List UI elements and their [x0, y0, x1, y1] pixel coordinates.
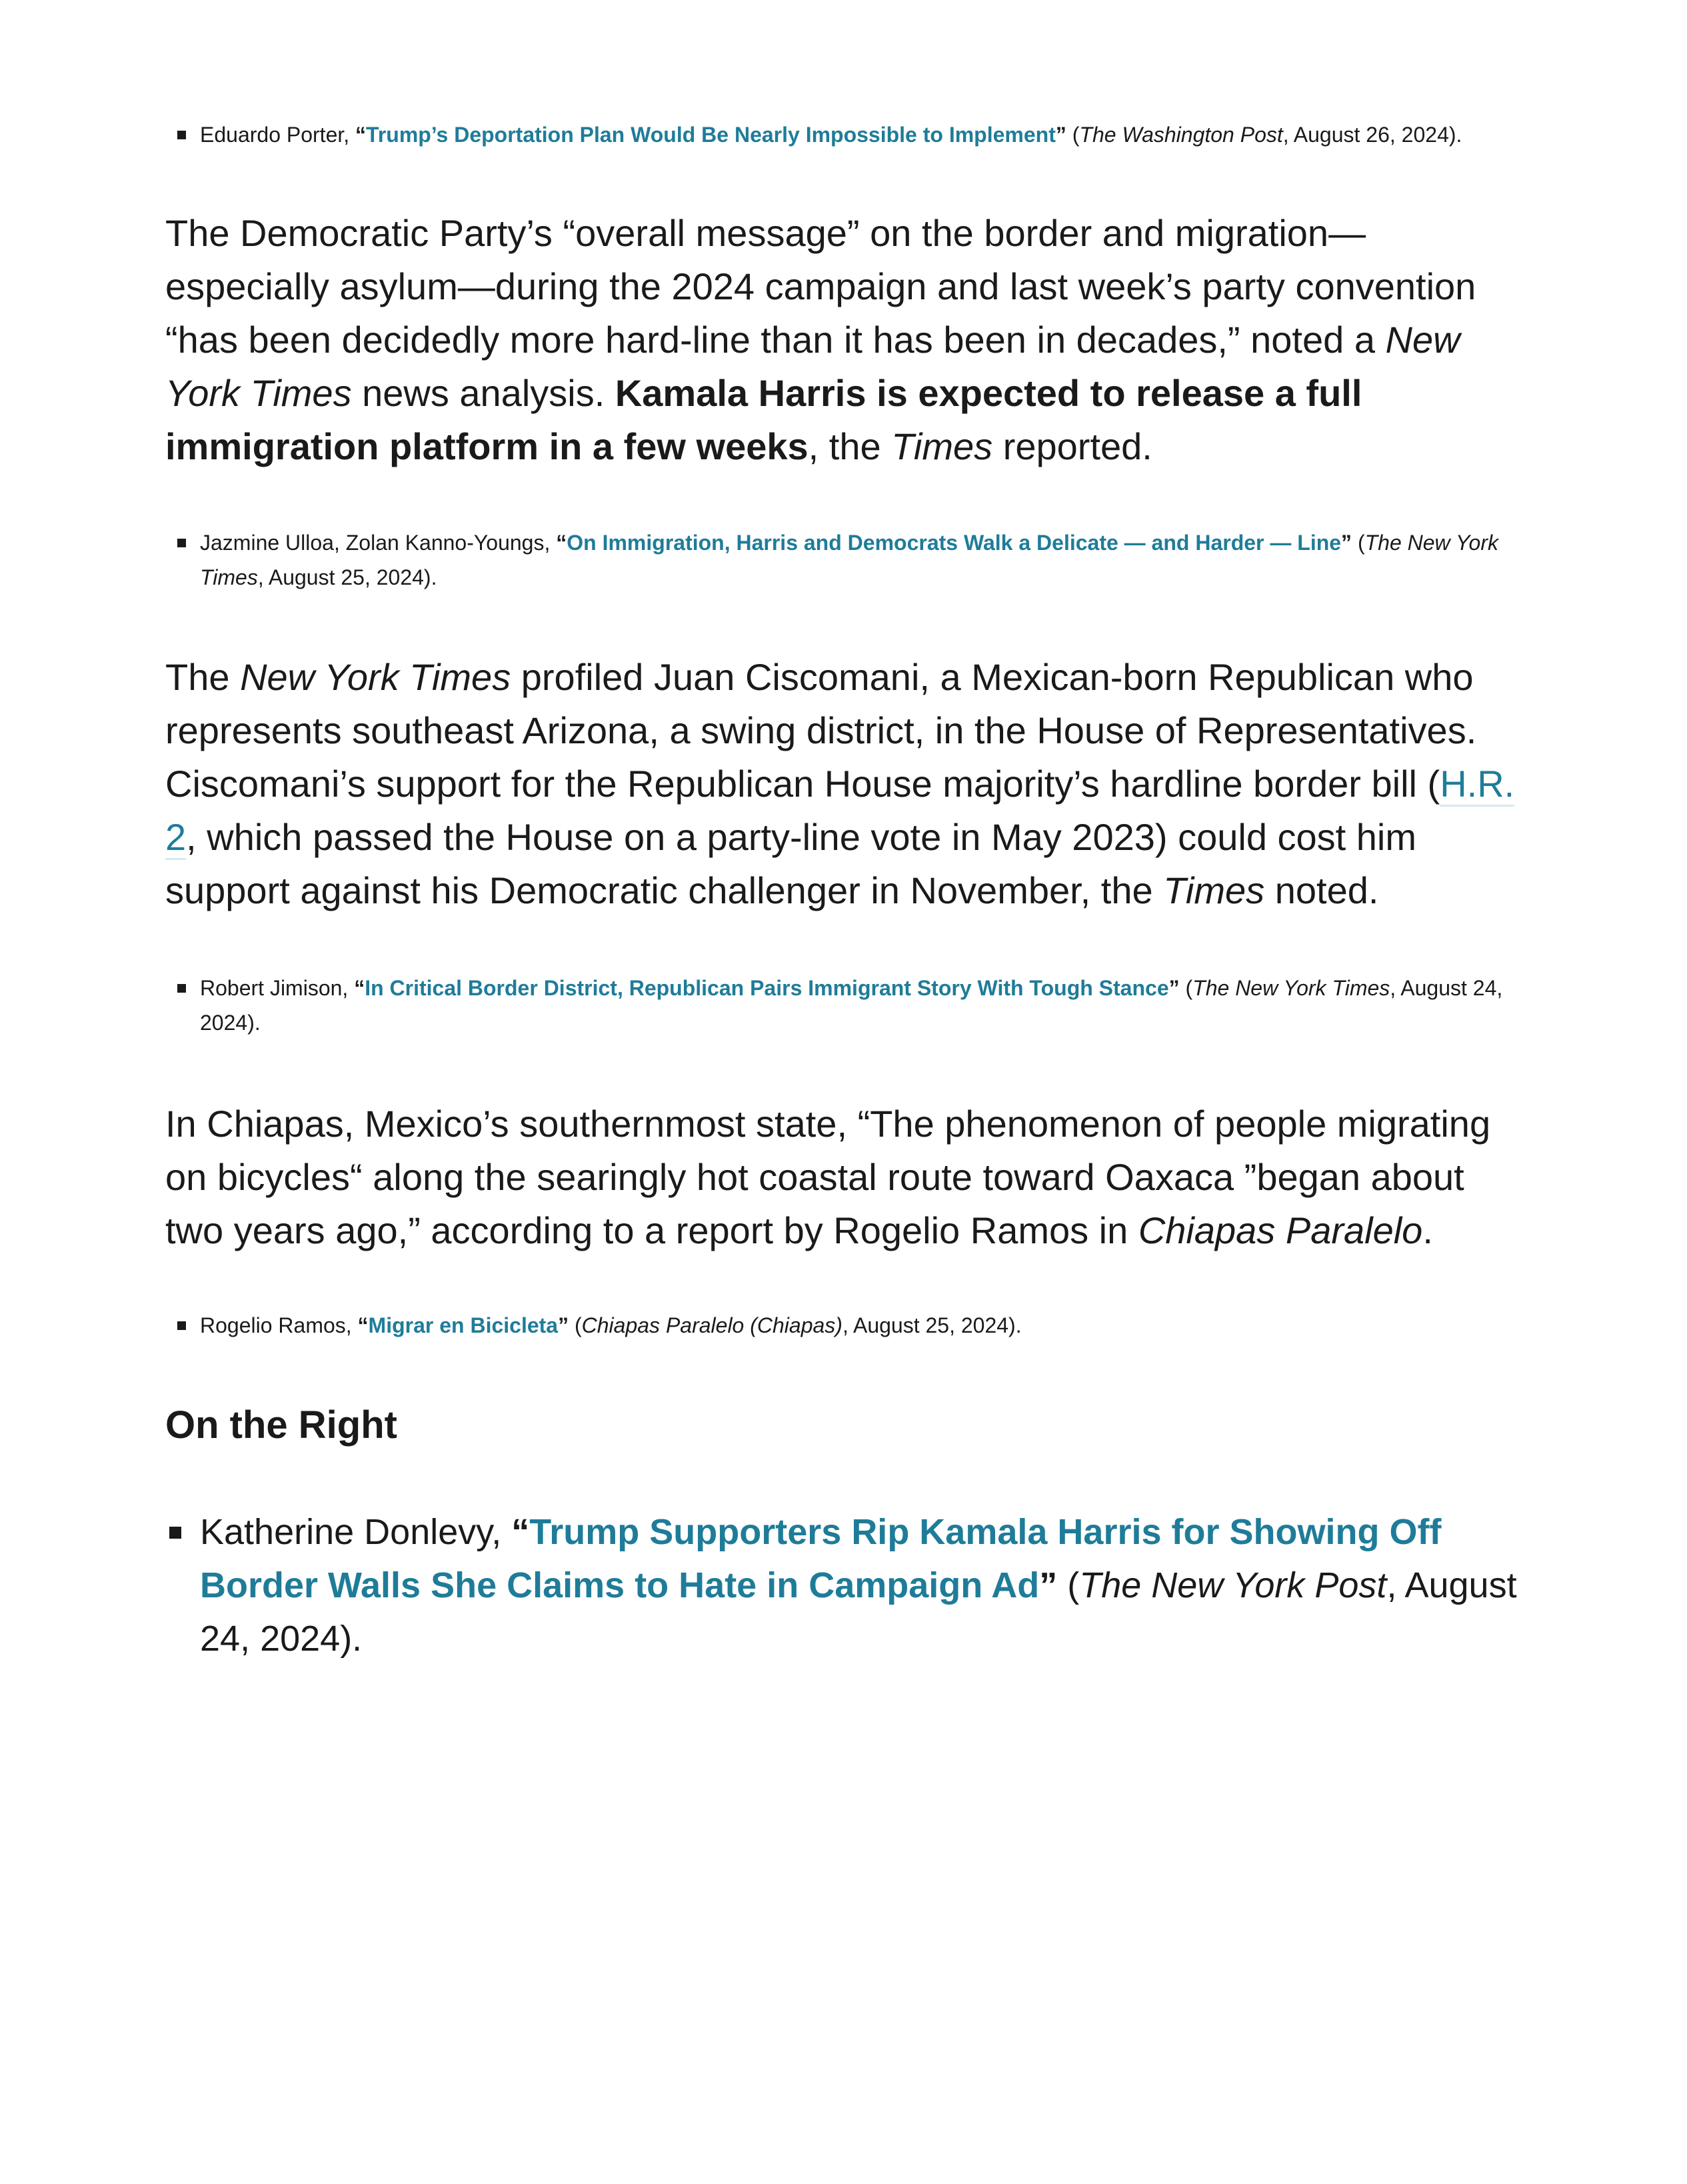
bill-link[interactable]: H.R. 2 [165, 763, 1514, 860]
source-link[interactable]: Trump Supporters Rip Kamala Harris for Showing Off Border Walls She Claims to Hate in Campaign Ad [200, 1512, 1442, 1605]
paragraph [165, 651, 1525, 917]
paragraph-italic: Times [1163, 869, 1265, 911]
source-link[interactable]: On Immigration, Harris and Democrats Walk a Delicate — and Harder — Line [567, 531, 1342, 555]
paragraph-bold: Kamala Harris is expected to release a full immigration platform in a few weeks [165, 372, 1362, 467]
source-link[interactable]: Migrar en Bicicleta [368, 1313, 559, 1337]
paragraph-text: news analysis. [351, 372, 615, 414]
source-author: Eduardo Porter, [200, 123, 356, 147]
paragraph-text: In Chiapas, Mexico’s southernmost state, “The phenomenon of people migrating on bicycles“ along the searingly hot coastal route toward Oaxaca ”began about two years ago,” according to a report by Rogelio Ramos in [165, 1103, 1491, 1251]
paragraph-text: noted. [1264, 869, 1379, 911]
source-author: Katherine Donlevy, [200, 1512, 512, 1552]
source-author: Rogelio Ramos, [200, 1313, 358, 1337]
source-date: , August 25, 2024). [257, 565, 437, 589]
paragraph-italic: New York Times [240, 656, 511, 698]
source-item: Rogelio Ramos, “Migrar en Bicicleta” (Chiapas Paralelo (Chiapas), August 25, 2024). [165, 1308, 1560, 1343]
paragraph-text: , the [808, 425, 892, 467]
bullet-icon [177, 1321, 186, 1330]
source-date: , August 25, 2024). [842, 1313, 1022, 1337]
source-date: , August 26, 2024). [1282, 123, 1462, 147]
paragraph-text: . [1422, 1209, 1433, 1251]
paragraph-text: profiled Juan Ciscomani, a Mexican-born Republican who represents southeast Arizona, a swing district, in the House of Representatives. Ciscomani’s support for the Republican House majority’s hardline border bill ( [165, 656, 1477, 805]
paragraph-text: The Democratic Party’s “overall message” on the border and migration—especially asylum—during the 2024 campaign and last week’s party convention “has been decidedly more hard-line than it has been in decades,” noted a [165, 212, 1476, 361]
paragraph-italic: Chiapas Paralelo [1138, 1209, 1423, 1251]
paragraph-text: reported. [992, 425, 1152, 467]
paragraph-italic: New York Times [165, 319, 1460, 414]
paragraph-text: The [165, 656, 241, 698]
bullet-icon [177, 984, 186, 993]
source-author: Jazmine Ulloa, Zolan Kanno-Youngs, [200, 531, 557, 555]
source-publication: The Washington Post [1079, 123, 1283, 147]
bullet-icon [177, 131, 186, 139]
source-publication: The New York Times [200, 531, 1498, 589]
section-heading: On the Right [165, 1403, 397, 1447]
bullet-icon [177, 539, 186, 547]
source-item: Eduardo Porter, “Trump’s Deportation Plan Would Be Nearly Impossible to Implement” (The Washington Post, August 26, 2024). [165, 117, 1560, 152]
source-publication: The New York Post [1079, 1565, 1387, 1605]
source-date: , August 24, 2024). [200, 1565, 1517, 1659]
paragraph [165, 207, 1525, 473]
source-date: , August 24, 2024). [200, 976, 1503, 1035]
source-item: Jazmine Ulloa, Zolan Kanno-Youngs, “On Immigration, Harris and Democrats Walk a Delicate — and Harder — Line” (The New York Times, August 25, 2024). [165, 525, 1560, 595]
source-author: Robert Jimison, [200, 976, 355, 1000]
paragraph [165, 1097, 1525, 1257]
source-link[interactable]: Trump’s Deportation Plan Would Be Nearly Impossible to Implement [366, 123, 1056, 147]
bullet-icon [169, 1527, 181, 1539]
source-publication: The New York Times [1192, 976, 1390, 1000]
source-publication: Chiapas Paralelo (Chiapas) [581, 1313, 843, 1337]
paragraph-italic: Times [891, 425, 993, 467]
paragraph-text: , which passed the House on a party-line vote in May 2023) could cost him support against his Democratic challenger in November, the [165, 816, 1417, 911]
source-item: Katherine Donlevy, “Trump Supporters Rip Kamala Harris for Showing Off Border Walls She Claims to Hate in Campaign Ad” (The New York Post, August 24, 2024). [165, 1505, 1560, 1665]
source-link[interactable]: In Critical Border District, Republican Pairs Immigrant Story With Tough Stance [365, 976, 1169, 1000]
source-item: Robert Jimison, “In Critical Border District, Republican Pairs Immigrant Story With Tough Stance” (The New York Times, August 24, 2024). [165, 971, 1560, 1040]
